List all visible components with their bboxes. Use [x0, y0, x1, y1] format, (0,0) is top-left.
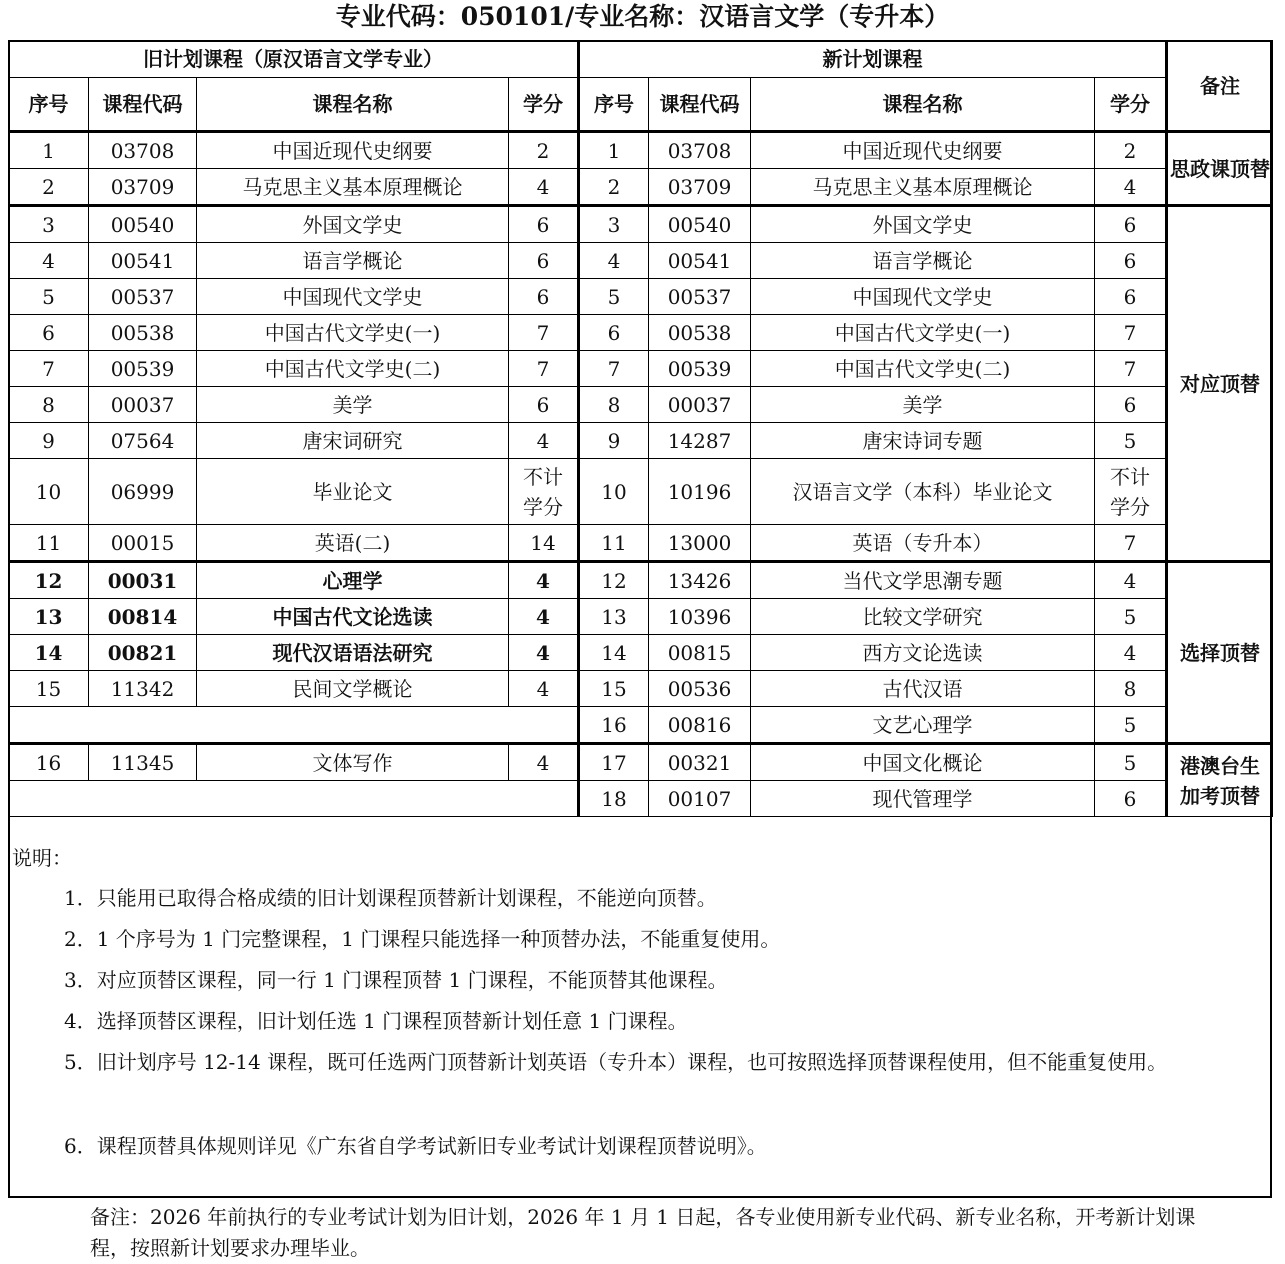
new-col-code: 课程代码 — [649, 78, 751, 132]
new-code: 00537 — [649, 279, 751, 315]
note-item: 5．旧计划序号 12-14 课程，既可任选两门顶替新计划英语（专升本）课程，也可按照选择顶替课程使用，但不能重复使用。 — [64, 1050, 1168, 1074]
new-col-name: 课程名称 — [751, 78, 1095, 132]
new-name: 现代管理学 — [751, 781, 1095, 817]
new-credit: 8 — [1095, 671, 1167, 707]
new-plan-header: 新计划课程 — [579, 41, 1167, 78]
old-col-name: 课程名称 — [197, 78, 509, 132]
new-no: 5 — [579, 279, 649, 315]
footnote: 备注：2026 年前执行的专业考试计划为旧计划，2026 年 1 月 1 日起，各专业使用新专业代码、新专业名称，开考新计划课程，按照新计划要求办理毕业。 — [90, 1205, 1196, 1260]
old-name: 民间文学概论 — [197, 671, 509, 707]
new-no: 11 — [579, 525, 649, 562]
old-no: 4 — [9, 243, 89, 279]
new-code: 00541 — [649, 243, 751, 279]
old-no: 14 — [9, 635, 89, 671]
new-credit: 4 — [1095, 635, 1167, 671]
old-credit: 6 — [509, 243, 579, 279]
new-col-credit: 学分 — [1095, 78, 1167, 132]
new-name: 英语（专升本） — [751, 525, 1095, 562]
old-empty-cell — [9, 781, 579, 817]
new-credit: 6 — [1095, 279, 1167, 315]
table-row — [9, 459, 1273, 525]
new-code: 00321 — [649, 744, 751, 781]
old-code: 00537 — [89, 279, 197, 315]
note-item: 3．对应顶替区课程，同一行 1 门课程顶替 1 门课程，不能顶替其他课程。 — [64, 968, 728, 992]
new-name: 当代文学思潮专题 — [751, 562, 1095, 599]
old-name: 中国现代文学史 — [197, 279, 509, 315]
new-credit: 不计学分 — [1095, 459, 1167, 525]
old-name: 中国古代文学史(二) — [197, 351, 509, 387]
old-code: 00539 — [89, 351, 197, 387]
old-name: 毕业论文 — [197, 459, 509, 525]
old-no: 8 — [9, 387, 89, 423]
old-code: 00538 — [89, 315, 197, 351]
old-code: 00037 — [89, 387, 197, 423]
note-item: 6．课程顶替具体规则详见《广东省自学考试新旧专业考试计划课程顶替说明》。 — [64, 1134, 767, 1158]
old-no: 16 — [9, 744, 89, 781]
old-name: 现代汉语语法研究 — [197, 635, 509, 671]
new-no: 7 — [579, 351, 649, 387]
remark-hmt: 港澳台生加考顶替 — [1167, 744, 1273, 817]
new-code: 00816 — [649, 707, 751, 744]
page-title: 专业代码：050101/专业名称：汉语言文学（专升本） — [335, 2, 950, 31]
new-code: 03709 — [649, 169, 751, 206]
old-name: 英语(二) — [197, 525, 509, 562]
new-code: 00539 — [649, 351, 751, 387]
new-code: 00037 — [649, 387, 751, 423]
old-credit: 7 — [509, 315, 579, 351]
new-code: 13426 — [649, 562, 751, 599]
old-no: 10 — [9, 459, 89, 525]
new-credit: 6 — [1095, 206, 1167, 243]
old-col-no: 序号 — [9, 78, 89, 132]
new-credit: 5 — [1095, 707, 1167, 744]
new-code: 13000 — [649, 525, 751, 562]
table-row — [9, 599, 1273, 635]
note-item: 1．只能用已取得合格成绩的旧计划课程顶替新计划课程，不能逆向顶替。 — [64, 886, 717, 910]
old-code: 00821 — [89, 635, 197, 671]
remark-selective: 选择顶替 — [1167, 562, 1273, 744]
table-row — [9, 279, 1273, 315]
new-name: 语言学概论 — [751, 243, 1095, 279]
table-row — [9, 562, 1273, 599]
remark-political: 思政课顶替 — [1167, 132, 1273, 206]
new-credit: 5 — [1095, 744, 1167, 781]
new-name: 西方文论选读 — [751, 635, 1095, 671]
new-name: 古代汉语 — [751, 671, 1095, 707]
new-name: 中国古代文学史(一) — [751, 315, 1095, 351]
new-code: 00107 — [649, 781, 751, 817]
old-name: 中国近现代史纲要 — [197, 132, 509, 169]
new-credit: 6 — [1095, 387, 1167, 423]
old-credit: 4 — [509, 423, 579, 459]
new-name: 汉语言文学（本科）毕业论文 — [751, 459, 1095, 525]
new-name: 马克思主义基本原理概论 — [751, 169, 1095, 206]
new-credit: 4 — [1095, 562, 1167, 599]
old-name: 唐宋词研究 — [197, 423, 509, 459]
old-credit: 14 — [509, 525, 579, 562]
old-credit: 4 — [509, 744, 579, 781]
old-name: 文体写作 — [197, 744, 509, 781]
new-name: 中国文化概论 — [751, 744, 1095, 781]
old-credit: 4 — [509, 562, 579, 599]
new-no: 6 — [579, 315, 649, 351]
new-name: 文艺心理学 — [751, 707, 1095, 744]
new-code: 10396 — [649, 599, 751, 635]
new-code: 00538 — [649, 315, 751, 351]
old-no: 9 — [9, 423, 89, 459]
new-name: 中国古代文学史(二) — [751, 351, 1095, 387]
new-no: 8 — [579, 387, 649, 423]
old-name: 语言学概论 — [197, 243, 509, 279]
new-col-no: 序号 — [579, 78, 649, 132]
old-credit: 4 — [509, 635, 579, 671]
new-no: 15 — [579, 671, 649, 707]
old-col-code: 课程代码 — [89, 78, 197, 132]
old-name: 心理学 — [197, 562, 509, 599]
note-item: 4．选择顶替区课程，旧计划任选 1 门课程顶替新计划任意 1 门课程。 — [64, 1009, 688, 1033]
new-no: 9 — [579, 423, 649, 459]
new-no: 10 — [579, 459, 649, 525]
new-credit: 5 — [1095, 599, 1167, 635]
new-name: 美学 — [751, 387, 1095, 423]
new-no: 14 — [579, 635, 649, 671]
table-row — [9, 423, 1273, 459]
remark-corresponding: 对应顶替 — [1167, 206, 1273, 562]
new-no: 18 — [579, 781, 649, 817]
old-no: 6 — [9, 315, 89, 351]
table-row — [9, 707, 1273, 744]
new-code: 00815 — [649, 635, 751, 671]
new-no: 1 — [579, 132, 649, 169]
new-credit: 7 — [1095, 351, 1167, 387]
old-code: 03709 — [89, 169, 197, 206]
old-code: 11342 — [89, 671, 197, 707]
new-no: 4 — [579, 243, 649, 279]
old-name: 美学 — [197, 387, 509, 423]
new-code: 10196 — [649, 459, 751, 525]
table-row — [9, 781, 1273, 817]
course-replacement-table — [8, 40, 1273, 817]
table-row — [9, 243, 1273, 279]
table-row — [9, 315, 1273, 351]
old-code: 00814 — [89, 599, 197, 635]
new-credit: 4 — [1095, 169, 1167, 206]
old-no: 2 — [9, 169, 89, 206]
new-no: 17 — [579, 744, 649, 781]
remarks-header: 备注 — [1167, 41, 1273, 132]
old-code: 07564 — [89, 423, 197, 459]
new-code: 14287 — [649, 423, 751, 459]
table-row — [9, 351, 1273, 387]
old-code: 00540 — [89, 206, 197, 243]
old-credit: 4 — [509, 671, 579, 707]
old-credit: 4 — [509, 169, 579, 206]
old-credit: 4 — [509, 599, 579, 635]
old-name: 中国古代文学史(一) — [197, 315, 509, 351]
table-row — [9, 206, 1273, 243]
new-name: 比较文学研究 — [751, 599, 1095, 635]
new-code: 00540 — [649, 206, 751, 243]
old-no: 7 — [9, 351, 89, 387]
old-credit: 7 — [509, 351, 579, 387]
new-no: 12 — [579, 562, 649, 599]
notes-heading: 说明： — [12, 846, 72, 870]
new-no: 3 — [579, 206, 649, 243]
new-name: 外国文学史 — [751, 206, 1095, 243]
old-no: 13 — [9, 599, 89, 635]
old-empty-cell — [9, 707, 579, 744]
table-row — [9, 387, 1273, 423]
old-name: 外国文学史 — [197, 206, 509, 243]
new-no: 2 — [579, 169, 649, 206]
new-name: 中国近现代史纲要 — [751, 132, 1095, 169]
old-code: 03708 — [89, 132, 197, 169]
old-name: 马克思主义基本原理概论 — [197, 169, 509, 206]
new-code: 03708 — [649, 132, 751, 169]
old-credit: 2 — [509, 132, 579, 169]
old-code: 06999 — [89, 459, 197, 525]
old-no: 5 — [9, 279, 89, 315]
new-credit: 6 — [1095, 781, 1167, 817]
new-credit: 7 — [1095, 315, 1167, 351]
new-credit: 2 — [1095, 132, 1167, 169]
old-credit: 6 — [509, 206, 579, 243]
old-plan-header: 旧计划课程（原汉语言文学专业） — [9, 41, 579, 78]
table-row — [9, 169, 1273, 206]
old-code: 00015 — [89, 525, 197, 562]
note-item: 2．1 个序号为 1 门完整课程，1 门课程只能选择一种顶替办法，不能重复使用。 — [64, 927, 781, 951]
table-row — [9, 525, 1273, 562]
old-code: 11345 — [89, 744, 197, 781]
old-code: 00541 — [89, 243, 197, 279]
old-no: 11 — [9, 525, 89, 562]
table-row — [9, 744, 1273, 781]
new-credit: 6 — [1095, 243, 1167, 279]
new-credit: 7 — [1095, 525, 1167, 562]
new-code: 00536 — [649, 671, 751, 707]
old-col-credit: 学分 — [509, 78, 579, 132]
table-row — [9, 635, 1273, 671]
old-no: 3 — [9, 206, 89, 243]
old-code: 00031 — [89, 562, 197, 599]
new-name: 中国现代文学史 — [751, 279, 1095, 315]
old-name: 中国古代文论选读 — [197, 599, 509, 635]
old-credit: 6 — [509, 387, 579, 423]
old-credit: 6 — [509, 279, 579, 315]
new-no: 13 — [579, 599, 649, 635]
old-no: 1 — [9, 132, 89, 169]
old-credit: 不计学分 — [509, 459, 579, 525]
old-no: 15 — [9, 671, 89, 707]
new-no: 16 — [579, 707, 649, 744]
new-name: 唐宋诗词专题 — [751, 423, 1095, 459]
table-row — [9, 132, 1273, 169]
table-row — [9, 671, 1273, 707]
new-credit: 5 — [1095, 423, 1167, 459]
old-no: 12 — [9, 562, 89, 599]
